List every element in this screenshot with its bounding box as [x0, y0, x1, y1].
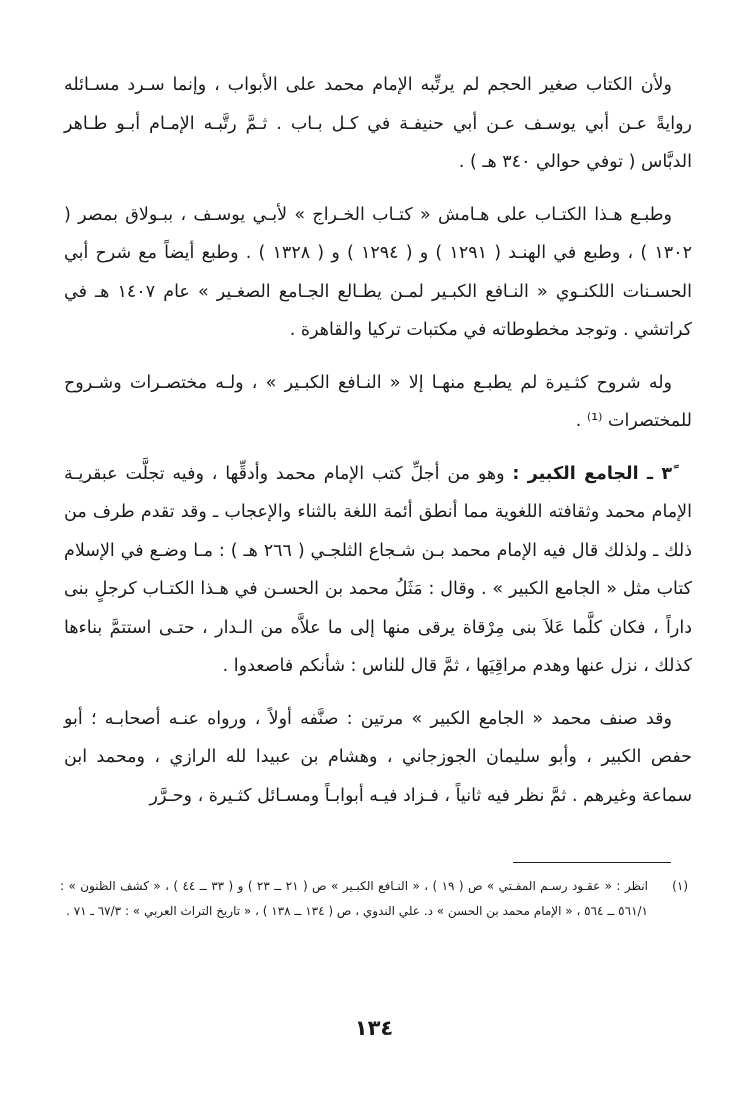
- footnote-separator: [513, 862, 671, 863]
- section-text: وهو من أجلِّ كتب الإمام محمد وأدقِّها ، وفيه تجلَّت عبقريـة الإمام محمد وثقافته اللغوية مما أنطق أئمة اللغة بالثناء والإعجاب ـ وقد تقدم طرف من ذلك ـ ولذلك قال فيه الإمام محمد بـن شـجاع الثلجـي ( ٢٦٦ هـ ) : مـا وضـع في الإسلام كتاب مثل « الجامع الكبير » . وقال : مَثَلُ محمد بن الحسـن في هـذا الكتـاب كرجلٍ بنى داراً ، فكان كلَّما عَلاَ بنى مِرْقاة يرقى منها إلى ما علاَّه من الـدار ، حتـى استتمَّ بناءها كذلك ، نزل عنها وهدم مراقِيَها ، ثمَّ قال للناس : شأنكم فاصعدوا .: [64, 463, 692, 676]
- main-text: [64, 66, 692, 815]
- footnote-item: [60, 874, 688, 924]
- paragraph-3: وله شروح كثـيرة لم يطبـع منهـا إلا « النـافع الكبـير » ، ولـه مختصـرات وشـروح للمختصرات ⁽¹⁾ .: [64, 372, 692, 431]
- footnote-marker: (١): [672, 879, 688, 893]
- section-heading: ٣ً ـ الجامع الكبير :: [512, 463, 672, 484]
- footnotes: [60, 874, 688, 924]
- paragraph-1: ولأن الكتاب صغير الحجم لم يرتِّبه الإمام محمد على الأبواب ، وإنما سـرد مسـائله روايةً عـن أبي يوسـف عـن أبي حنيفـة في كـل بـاب . ثـمَّ رتَّبـه الإمـام أبـو طـاهر الدبَّاس ( توفي حوالي ٣٤٠ هـ ) .: [64, 75, 692, 172]
- paragraph-2: وطبـع هـذا الكتـاب على هـامش « كتـاب الخـراج » لأبـي يوسـف ، ببـولاق بمصر ( ١٣٠٢ ) ، وطبع في الهنـد ( ١٢٩١ ) و ( ١٢٩٤ ) و ( ١٣٢٨ ) . وطبع أيضاً مع شرح أبي الحسـنات اللكنـوي « النـافع الكبـير لمـن يطـالع الجـامع الصغـير » عام ١٤٠٧ هـ في كراتشي . وتوجد مخطوطاته في مكتبات تركيا والقاهرة .: [64, 204, 693, 340]
- section-paragraph: [64, 455, 692, 686]
- footnote-text: انظر : « عقـود رسـم المفـتي » ص ( ١٩ ) ، « النـافع الكبـير » ص ( ٢١ ــ ٢٣ ) و ( ٣٣ ــ ٤٤ ) ، « كشف الظنون » : ٥٦١/١ ــ ٥٦٤ ، « الإمام محمد بن الحسن » د. علي الندوي ، ص ( ١٣٤ ــ ١٣٨ ) ، « تاريخ التراث العربي » : ٦٧/٣ ـ ٧١ .: [60, 879, 648, 918]
- page-number: ١٣٤: [354, 1016, 394, 1040]
- closing-paragraph: وقد صنف محمد « الجامع الكبير » مرتين : صنَّفه أولاً ، ورواه عنـه أصحابـه ؛ أبو حفص الكبير ، وأبو سليمان الجوزجاني ، وهشام بن عبيدا لله الرازي ، ومحمد ابن سماعة وغيرهم . ثمَّ نظر فيه ثانياً ، فـزاد فيـه أبوابـاً ومسـائل كثـيرة ، وحـرَّر: [64, 708, 692, 806]
